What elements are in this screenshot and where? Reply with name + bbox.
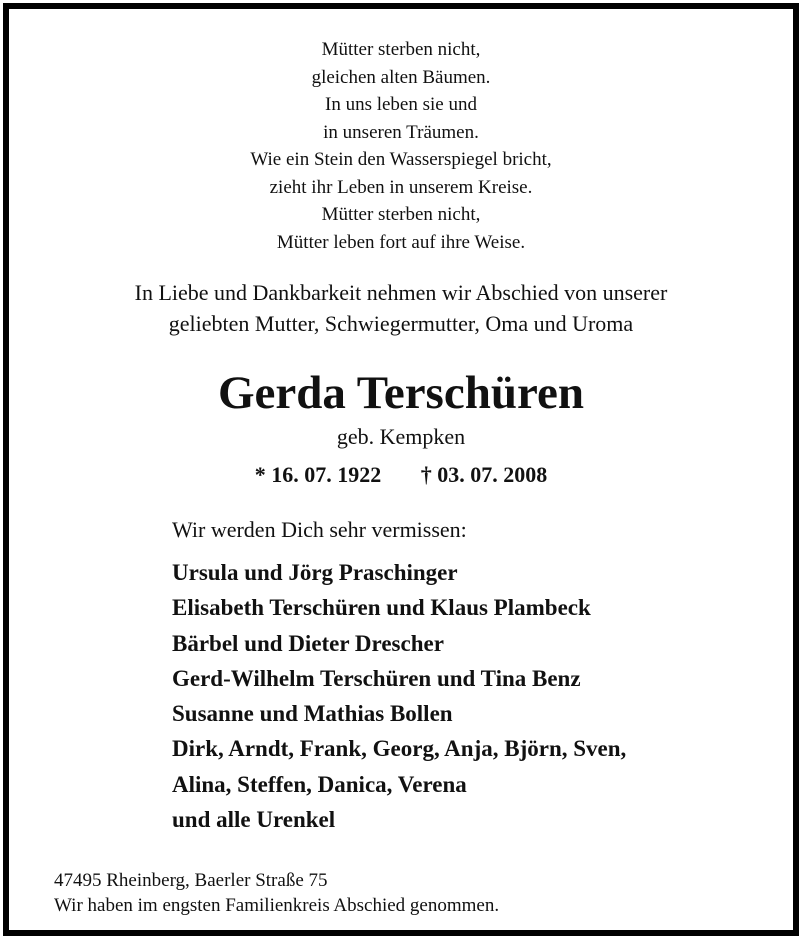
mourner-line: Susanne und Mathias Bollen [172,701,453,727]
mourner-line: und alle Urenkel [172,807,336,833]
mourners-list [172,555,626,837]
birth-date: * 16. 07. 1922 [254,462,382,487]
footer [54,868,499,918]
poem-line: Mütter sterben nicht, [321,204,481,225]
poem-line: Mütter leben fort auf ihre Weise. [276,231,526,253]
death-date: † 03. 07. 2008 [420,462,548,487]
mourner-line: Dirk, Arndt, Frank, Georg, Anja, Björn, Sven, [172,736,627,762]
poem-line: In uns leben sie und [325,94,477,115]
address: 47495 Rheinberg, Baerler Straße 75 [54,870,328,891]
poem-line: in unseren Träumen. [323,121,479,143]
mourner-line: Ursula und Jörg Praschinger [172,560,458,585]
intro-line: geliebten Mutter, Schwiegermutter, Oma und Uroma [168,311,634,336]
intro-line: In Liebe und Dankbarkeit nehmen wir Abschied von unserer [134,280,668,305]
mourner-line: Bärbel und Dieter Drescher [172,630,444,656]
poem [9,36,793,256]
missing-line: Wir werden Dich sehr vermissen: [172,517,467,542]
deceased-name: Gerda Terschüren [217,367,585,419]
mourner-line: Alina, Steffen, Danica, Verena [172,771,467,797]
poem-line: gleichen alten Bäumen. [311,66,491,88]
mourner-line: Gerd-Wilhelm Terschüren und Tina Benz [172,665,581,691]
poem-line: Mütter sterben nicht, [321,39,481,60]
life-dates [9,460,793,490]
poem-line: Wie ein Stein den Wasserspiegel bricht, [250,149,552,170]
obituary-frame [3,3,799,936]
funeral-note: Wir haben im engsten Familienkreis Abschied genommen. [54,895,500,916]
intro-text [9,277,793,339]
poem-line: zieht ihr Leben in unserem Kreise. [269,176,533,198]
mourner-line: Elisabeth Terschüren und Klaus Plambeck [172,595,591,621]
maiden-name: geb. Kempken [336,424,466,449]
